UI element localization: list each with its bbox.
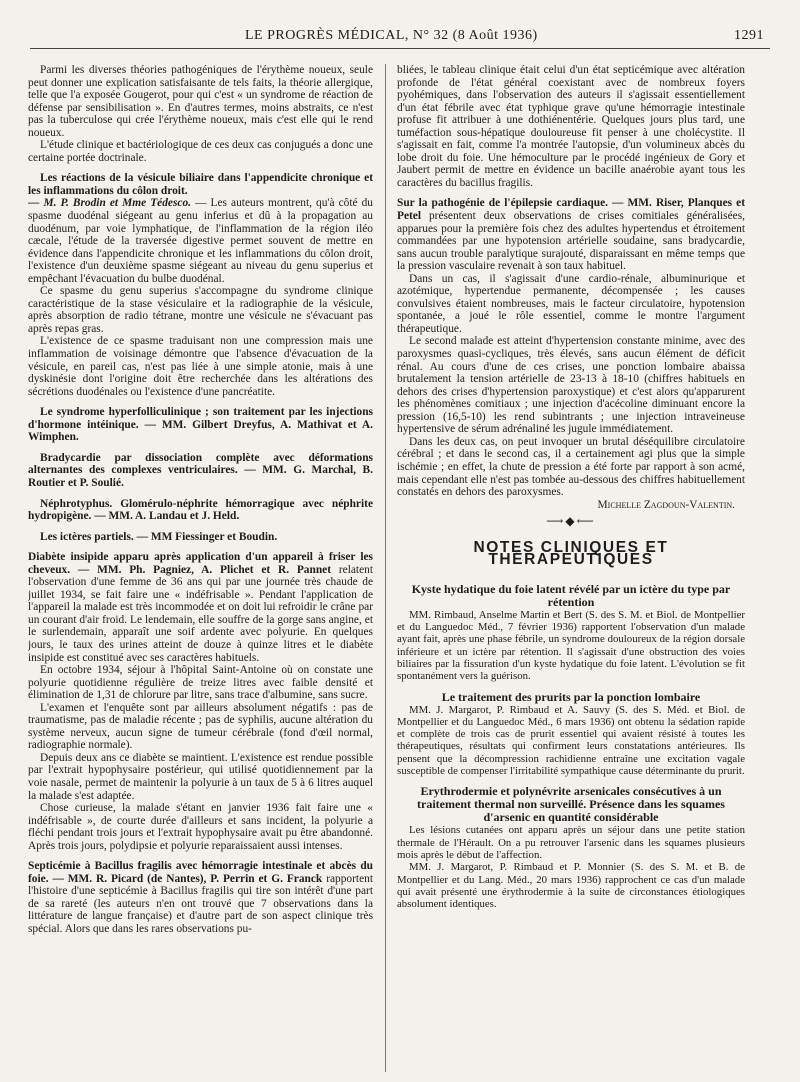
- note-title-kyste: Kyste hydatique du foie latent révélé par un ictère du type par rétention: [411, 581, 731, 609]
- article-title-hyperfolliculinique: Le syndrome hyperfolliculinique ; son traitement par les injections d'hormone intéinique. — MM. Gilbert Dreyfus, A. Mathivat et A. Wimphen.: [28, 406, 373, 444]
- article-body-septicemie-2: bliées, le tableau clinique était celui d'un état septicémique avec altération profonde de l'état général coexistant avec de nombreux foyers pyohémiques, dans l'observation des auteurs il s'agissait essentiellement d'un état fébrile avec état typhique grave qu'une hémorragie intestinale profuse fit attribuer à une dothiénentérie. Quelques jours plus tard, une tuméfaction sous-hépatique douloureuse fit penser à une cholécystite. Il s'agissait en fait, comme l'a montrée l'autopsie, d'un volumineux abcès du lobe droit du foie. Une hémoculture par le procédé ingénieux de Gory et Jaubert permit de mettre en évidence un bacille anaérobie ayant tous les caractères du bacillus fragilis.: [397, 64, 745, 189]
- article-title-icteres: Les ictères partiels. — MM Fiessinger et Boudin.: [40, 530, 278, 543]
- note-body-erythrodermie-1: Les lésions cutanées ont apparu après un séjour dans une petite station thermale de l'Hérault. On a pu retrouver l'arsenic dans les squames plusieurs mois après le début de l'affection.: [397, 824, 745, 861]
- article-body-epilepsie-1: présentent deux observations de crises comitiales généralisées, apparues pour la première fois chez des adultes hypertendus et étroitement commandées par une hypotension artérielle soudaine, sans bradycardie, sans aucun trouble paralytique surajouté, disparaissant en même temps que la pression vasculaire revenait à son taux habituel.: [397, 210, 745, 273]
- article-body-diabete-5: Chose curieuse, la malade s'étant en janvier 1936 fait faire une « indéfrisable », de courte durée d'ailleurs et sans incident, la polyurie a fléchi pendant trois jours et l'extrait hypophysaire avait pu être abandonné. Après trois jours, polydipsie et polyurie reparaissaient aussi intenses.: [28, 802, 373, 852]
- note-title-erythrodermie: Erythrodermie et polynévrite arsenicales consécutives à un traitement thermal non surveillé. Présence dans les squames d'arsenic en quantité considérable: [417, 784, 725, 825]
- article-body-diabete-1: relatent l'observation d'une femme de 36 ans qui par une journée très chaude de juillet 1934, se fait faire une « indéfrisable ». Pendant l'application de l'appareil la malade est très incommodée et on doit lui refroidir le crâne par un courant d'air froid. Le lendemain, elle souffre de la gorge sans angine, et le surlendemain, apparaît une soif ardente avec polyurie. En quelques jours, le taux des urines atteint de douze à quinze litres et le diabète insipide est constitué avec ses caractères habituels.: [28, 563, 373, 664]
- article-title-nephrotyphus: Néphrotyphus. Glomérulo-néphrite hémorragique avec néphrite hydropigène. — MM. A. Landau et J. Held.: [28, 497, 373, 523]
- note-body-erythrodermie-2: MM. J. Margarot, P. Rimbaud et P. Monnier (S. des S. M. et B. de Montpellier et du Lang. Méd., 20 mars 1936) rapprochent ce cas d'un malade qui avait présenté une érythrodermie à la suite de circonstances étiologiques absolument identiques.: [397, 861, 745, 911]
- article-title-vesicule: Les réactions de la vésicule biliaire dans l'appendicite chronique et les inflammations du côlon droit.: [28, 172, 373, 197]
- article-body-diabete-4: Depuis deux ans ce diabète se maintient. L'existence est rendue possible par l'extrait hypophysaire postérieur, qui utilisé quotidiennement par la voie nasale, permet de maintenir la polyurie à un taux de 5 à 6 litres auquel la malade s'est adaptée.: [28, 751, 373, 802]
- note-body-prurits: MM. J. Margarot, P. Rimbaud et A. Sauvy (S. des S. Méd. et Biol. de Montpellier et du Languedoc Méd., 6 mars 1936) ont obtenu la sédation rapide et complète de trois cas de prurit essentiel qui avaient résisté à toutes les thérapeutiques, résultats qui confirment leurs constatations antérieures. Ils pensent que la décompression rachidienne entraîne une excitation vagale susceptible de compenser l'irritabilité sympathique cause déterminante du prurit.: [397, 703, 745, 778]
- article-body-epilepsie-4: Dans les deux cas, on peut invoquer un brutal déséquilibre circulatoire cérébral ; et dans le second cas, il a certainement agi plus que la simple ischémie ; en effet, la chute de pression a été forte par rapport à son acmé, mais cependant elle n'est pas tombée au-dessous des chiffres habituellement constatés en dehors des paroxysmes.: [397, 435, 745, 499]
- article-authors-vesicule: — M. P. Brodin et Mme Tédesco.: [28, 197, 192, 210]
- signature: Michelle Zagdoun-Valentin.: [597, 498, 735, 511]
- page-number: 1291: [734, 28, 764, 43]
- article-body-epilepsie-3: Le second malade est atteint d'hypertension constante minime, avec des paroxysmes quasi-cycliques, très élevés, sans aucun élément de déficit rénal. Au cours d'une de ces crises, une ponction lombaire abaissa brutalement la tension artérielle de 23-13 à 18-10 (chiffres habituels en dehors des crises d'hypertension paroxystique) et c'est alors qu'apparurent les phénomènes comitiaux ; une injection d'acécoline diminuant encore la pression (16,5-10) les rend subintrants ; une injection intraveineuse hypertensive de sérum adrénaliné les jugule immédiatement.: [397, 335, 745, 436]
- note-title-prurits: Le traitement des prurits par la ponction lombaire: [441, 689, 701, 704]
- column-divider: [385, 64, 386, 1072]
- article-body-epilepsie-2: Dans un cas, il s'agissait d'une cardio-rénale, albuminurique et azotémique, hypertendue permanente, décompensée ; les causes convulsives étaient nombreuses, mais le facteur circulatoire, hypotension spontanée, a joué le rôle essentiel, comme le montre l'argument thérapeutique.: [397, 272, 745, 335]
- running-header: [30, 26, 770, 49]
- note-body-kyste: MM. Rimbaud, Anselme Martin et Bert (S. des S. M. et Biol. de Montpellier et du Languedoc Méd., 7 février 1936) rapportent l'observation d'un malade ayant fait, après une phase fébrile, un syndrome douloureux de la région dorsale inférieure et un ictère par rétention. Il s'agissait d'une obstruction des voies biliaires par la fissuration d'un kyste hydatique du foie latent. L'évolution se fit spontanément vers la guérison.: [397, 608, 745, 683]
- article-body-vesicule-1: — Les auteurs montrent, qu'à côté du spasme duodénal siégeant au genu inferius et dû à la propagation au duodénum, par voie lymphatique, de l'inflammation de la région iléo cæcale, l'étude de la traversée digestive permet souvent de mettre en évidence dans l'appendicite chronique et les inflammations du côlon droit, l'existence d'un deuxième spasme siégeant au niveau du genu superius et empêchant l'évacuation du bulbe duodénal.: [28, 197, 373, 285]
- right-column: [397, 64, 745, 1072]
- intro-paragraph-2: L'étude clinique et bactériologique de ces deux cas conjugués a donc une certaine portée doctrinale.: [28, 139, 373, 164]
- article-title-septicemie: Septicémie à Bacillus fragilis avec hémorragie intestinale et abcès du foie. — MM. R. Picard (de Nantes), P. Perrin et G. Franck: [28, 860, 373, 885]
- article-body-vesicule-3: L'existence de ce spasme traduisant non une compression mais une inflammation de voisinage démontre que l'absence d'évacuation de la vésicule, en pareil cas, n'est pas liée à une simple atonie, mais à une dyskinésie dont l'origine doit être recherchée dans les altérations des sécrétions duodénales ou l'existence d'une pancréatite.: [28, 335, 373, 398]
- article-body-diabete-3: L'examen et l'enquête sont par ailleurs absolument négatifs : pas de traumatisme, pas de maladie récente ; pas de syphilis, aucune altération du système nerveux, aucun signe de tumeur cérébrale (fond d'œil normal, radiographie normale).: [28, 701, 373, 752]
- article-body-septicemie-1: rapportent l'histoire d'une septicémie à Bacillus fragilis qui tire son intérêt d'une part de sa rareté (les auteurs n'en ont trouvé que 7 observations dans la littérature de langue française) et d'autre part de son aspect clinique très spécial. Alors que dans les rares observations pu-: [28, 872, 373, 935]
- left-column: [28, 64, 373, 1072]
- article-title-diabete: Diabète insipide apparu après application d'un appareil à friser les cheveux. — MM. Ph. Pagniez, A. Plichet et R. Pannet: [28, 551, 373, 576]
- header-title: LE PROGRÈS MÉDICAL, N° 32 (8 Août 1936): [245, 28, 538, 43]
- intro-paragraph-1: Parmi les diverses théories pathogéniques de l'érythème noueux, seule peut donner une explication satisfaisante de tels faits, la théorie allergique, telle que l'a exposée Gougerot, pour qui c'est « un syndrome de réaction de défense par sensibilisation ». En d'autres termes, moins abstraits, ce n'est pas la tuberculose qui crée l'érythème noueux, mais c'est elle qui le rend noueux.: [28, 64, 373, 139]
- article-title-epilepsie: Sur la pathogénie de l'épilepsie cardiaque. — MM. Riser, Planques et Petel: [397, 197, 745, 223]
- article-title-bradycardie: Bradycardie par dissociation complète avec déformations alternantes des complexes ventriculaires. — MM. G. Marchal, B. Routier et P. Soulié.: [28, 451, 373, 489]
- section-heading: NOTES CLINIQUES ET THÉRAPEUTIQUES: [473, 538, 669, 569]
- article-body-diabete-2: En octobre 1934, séjour à l'hôpital Saint-Antoine où on constate une polyurie quotidienne régulière de treize litres avec faible densité et élimination de 1,31 de chlorure par litre, sans trace d'albumine, sans sucre.: [28, 664, 373, 702]
- ornament-divider: ⟶◆⟵: [546, 514, 596, 529]
- article-body-vesicule-2: Ce spasme du genu superius s'accompagne du syndrome clinique caractéristique de la stase vésiculaire et la radiographie de la vésicule, après absorption de radio tétrane, montre une vésicule ne s'évacuant pas après repas gras.: [28, 285, 373, 335]
